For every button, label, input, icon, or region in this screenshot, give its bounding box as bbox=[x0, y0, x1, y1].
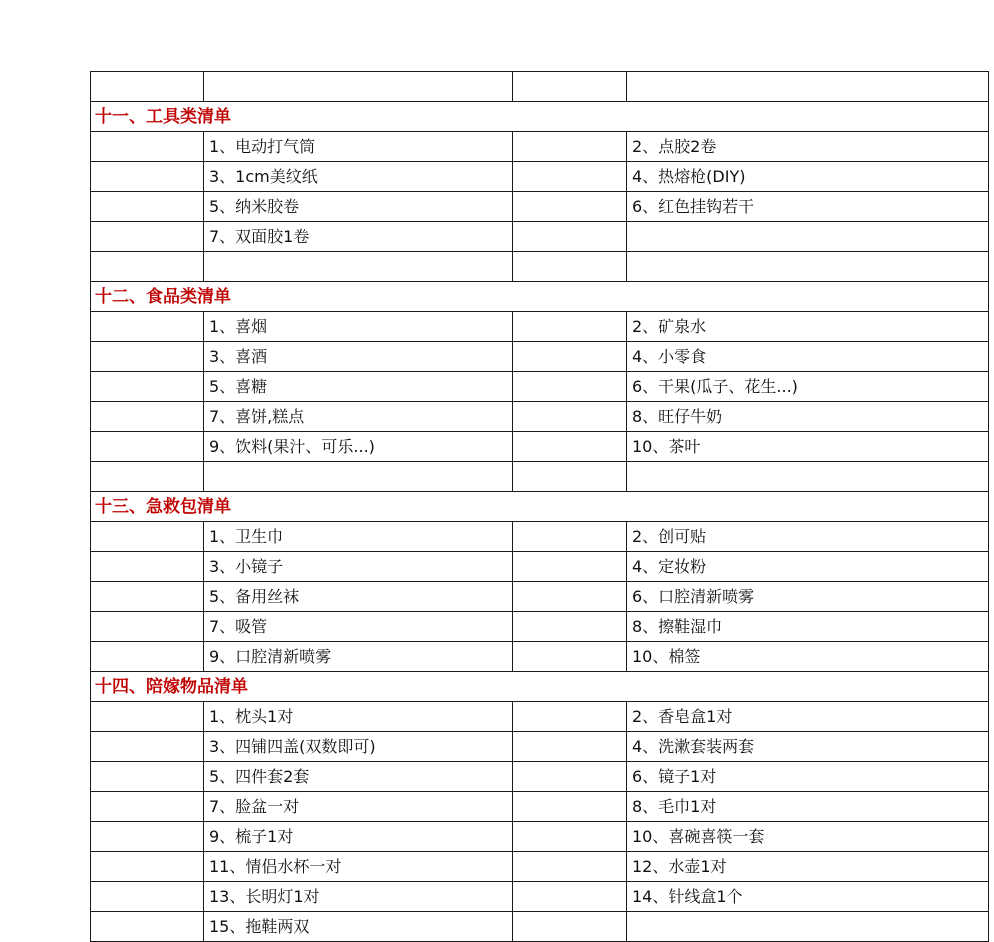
item-cell: 2、创可贴 bbox=[627, 522, 989, 552]
item-cell bbox=[627, 912, 989, 942]
item-cell: 4、热熔枪(DIY) bbox=[627, 162, 989, 192]
blank-cell bbox=[513, 342, 627, 372]
table-row bbox=[91, 312, 989, 342]
table-cell bbox=[91, 72, 204, 102]
blank-cell bbox=[91, 852, 204, 882]
item-cell: 6、口腔清新喷雾 bbox=[627, 582, 989, 612]
item-cell: 10、喜碗喜筷一套 bbox=[627, 822, 989, 852]
item-cell bbox=[204, 252, 513, 282]
table-row bbox=[91, 732, 989, 762]
item-cell: 11、情侣水杯一对 bbox=[204, 852, 513, 882]
section-header-row bbox=[91, 282, 989, 312]
table-row bbox=[91, 882, 989, 912]
blank-cell bbox=[91, 792, 204, 822]
table-cell bbox=[627, 72, 989, 102]
blank-cell bbox=[513, 852, 627, 882]
blank-cell bbox=[513, 252, 627, 282]
blank-cell bbox=[513, 372, 627, 402]
blank-cell bbox=[91, 372, 204, 402]
blank-cell bbox=[513, 132, 627, 162]
item-cell: 2、香皂盒1对 bbox=[627, 702, 989, 732]
blank-cell bbox=[513, 912, 627, 942]
section-title: 十三、急救包清单 bbox=[91, 492, 989, 522]
item-cell: 6、干果(瓜子、花生...) bbox=[627, 372, 989, 402]
blank-cell bbox=[513, 462, 627, 492]
item-cell: 6、镜子1对 bbox=[627, 762, 989, 792]
blank-cell bbox=[513, 612, 627, 642]
blank-cell bbox=[91, 822, 204, 852]
item-cell: 14、针线盒1个 bbox=[627, 882, 989, 912]
blank-cell bbox=[91, 132, 204, 162]
item-cell: 1、枕头1对 bbox=[204, 702, 513, 732]
item-cell: 2、矿泉水 bbox=[627, 312, 989, 342]
blank-cell bbox=[513, 222, 627, 252]
blank-cell bbox=[91, 462, 204, 492]
section-header-row bbox=[91, 672, 989, 702]
item-cell: 7、吸管 bbox=[204, 612, 513, 642]
blank-cell bbox=[513, 702, 627, 732]
blank-cell bbox=[513, 762, 627, 792]
item-cell: 4、洗漱套装两套 bbox=[627, 732, 989, 762]
table-row bbox=[91, 582, 989, 612]
item-cell: 3、1cm美纹纸 bbox=[204, 162, 513, 192]
blank-cell bbox=[513, 792, 627, 822]
item-cell: 4、定妆粉 bbox=[627, 552, 989, 582]
blank-cell bbox=[91, 192, 204, 222]
table-row bbox=[91, 162, 989, 192]
table-row bbox=[91, 852, 989, 882]
section-header-row bbox=[91, 492, 989, 522]
item-cell: 3、喜酒 bbox=[204, 342, 513, 372]
item-cell: 7、脸盆一对 bbox=[204, 792, 513, 822]
blank-cell bbox=[91, 762, 204, 792]
item-cell: 5、纳米胶卷 bbox=[204, 192, 513, 222]
blank-cell bbox=[513, 162, 627, 192]
table-cell bbox=[513, 72, 627, 102]
table-row bbox=[91, 792, 989, 822]
section-title: 十四、陪嫁物品清单 bbox=[91, 672, 989, 702]
table-row bbox=[91, 342, 989, 372]
section-title: 十一、工具类清单 bbox=[91, 102, 989, 132]
table-row bbox=[91, 642, 989, 672]
item-cell: 2、点胶2卷 bbox=[627, 132, 989, 162]
item-cell: 7、双面胶1卷 bbox=[204, 222, 513, 252]
table-row bbox=[91, 462, 989, 492]
item-cell: 1、电动打气筒 bbox=[204, 132, 513, 162]
item-cell: 12、水壶1对 bbox=[627, 852, 989, 882]
item-cell: 9、口腔清新喷雾 bbox=[204, 642, 513, 672]
item-cell: 8、毛巾1对 bbox=[627, 792, 989, 822]
blank-cell bbox=[513, 522, 627, 552]
blank-cell bbox=[513, 582, 627, 612]
blank-cell bbox=[91, 312, 204, 342]
item-cell: 5、喜糖 bbox=[204, 372, 513, 402]
blank-cell bbox=[91, 912, 204, 942]
item-cell bbox=[627, 252, 989, 282]
item-cell: 6、红色挂钩若干 bbox=[627, 192, 989, 222]
item-cell: 3、四铺四盖(双数即可) bbox=[204, 732, 513, 762]
item-cell: 7、喜饼,糕点 bbox=[204, 402, 513, 432]
blank-cell bbox=[91, 882, 204, 912]
blank-cell bbox=[91, 702, 204, 732]
table-row bbox=[91, 912, 989, 942]
table-row bbox=[91, 822, 989, 852]
item-cell: 10、棉签 bbox=[627, 642, 989, 672]
section-title: 十二、食品类清单 bbox=[91, 282, 989, 312]
blank-cell bbox=[513, 312, 627, 342]
section-header-row bbox=[91, 102, 989, 132]
table-row bbox=[91, 702, 989, 732]
table-row bbox=[91, 552, 989, 582]
blank-cell bbox=[91, 432, 204, 462]
table-row bbox=[91, 372, 989, 402]
checklist-table bbox=[90, 71, 989, 942]
blank-cell bbox=[513, 732, 627, 762]
item-cell: 13、长明灯1对 bbox=[204, 882, 513, 912]
table-row bbox=[91, 192, 989, 222]
blank-cell bbox=[91, 642, 204, 672]
table-row bbox=[91, 402, 989, 432]
blank-cell bbox=[91, 582, 204, 612]
blank-cell bbox=[91, 552, 204, 582]
blank-cell bbox=[513, 822, 627, 852]
blank-cell bbox=[91, 252, 204, 282]
table-row bbox=[91, 132, 989, 162]
item-cell: 9、饮料(果汁、可乐...) bbox=[204, 432, 513, 462]
blank-cell bbox=[91, 222, 204, 252]
blank-cell bbox=[91, 732, 204, 762]
table-row bbox=[91, 612, 989, 642]
item-cell: 4、小零食 bbox=[627, 342, 989, 372]
table-cell bbox=[204, 72, 513, 102]
item-cell: 3、小镜子 bbox=[204, 552, 513, 582]
table-row bbox=[91, 222, 989, 252]
table-row bbox=[91, 252, 989, 282]
blank-cell bbox=[513, 882, 627, 912]
blank-cell bbox=[513, 432, 627, 462]
table-row bbox=[91, 762, 989, 792]
checklist-body bbox=[91, 72, 989, 942]
item-cell: 1、喜烟 bbox=[204, 312, 513, 342]
item-cell: 15、拖鞋两双 bbox=[204, 912, 513, 942]
blank-cell bbox=[513, 552, 627, 582]
blank-cell bbox=[91, 162, 204, 192]
item-cell: 10、茶叶 bbox=[627, 432, 989, 462]
item-cell bbox=[627, 462, 989, 492]
blank-cell bbox=[91, 342, 204, 372]
table-top-row bbox=[91, 72, 989, 102]
item-cell: 9、梳子1对 bbox=[204, 822, 513, 852]
item-cell: 8、擦鞋湿巾 bbox=[627, 612, 989, 642]
item-cell: 5、备用丝袜 bbox=[204, 582, 513, 612]
item-cell bbox=[627, 222, 989, 252]
blank-cell bbox=[91, 402, 204, 432]
item-cell: 1、卫生巾 bbox=[204, 522, 513, 552]
item-cell: 8、旺仔牛奶 bbox=[627, 402, 989, 432]
blank-cell bbox=[91, 612, 204, 642]
item-cell bbox=[204, 462, 513, 492]
table-row bbox=[91, 432, 989, 462]
item-cell: 5、四件套2套 bbox=[204, 762, 513, 792]
blank-cell bbox=[513, 402, 627, 432]
table-row bbox=[91, 522, 989, 552]
blank-cell bbox=[513, 192, 627, 222]
blank-cell bbox=[513, 642, 627, 672]
blank-cell bbox=[91, 522, 204, 552]
